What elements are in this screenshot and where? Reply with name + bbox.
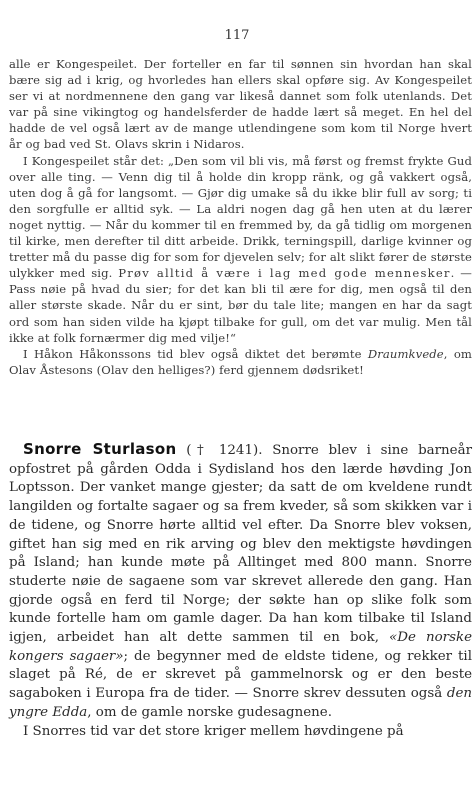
paragraph — [9, 56, 472, 153]
paragraph-text: I Kongespeilet står det: „Den som vil bli vis, må først og fremst frykte Gud over alle ting. — Venn dig til å holde din kropp ränk, og gå vakkert også, uten dog å gå for langsomt. — Gjør dig umake så du ikke blir full av sorg; ti den sorgfulle er alltid syk. — La aldri nogen dag gå hen uten at du lærer noget nyttig. — Når du kommer til en fremmed by, da gå tidlig om morgenen til kirke, men derefter til ditt arbeide. Drikk, terningspill, darlige kvinner og tretter må du passe dig for som for djevelen selv; for alt slikt fører de største ulykker med sig. — [9, 153, 472, 281]
heading-note: († 1241). — [176, 443, 273, 458]
paragraph-text: I Snorres tid var det store kriger mellem høvdingene på — [23, 723, 404, 739]
paragraph-text: alle er Kongespeilet. Der forteller en far til sønnen sin hvordan han skal bære sig ad i krig, og hvorledes han ellers skal opføre sig. Av Kongespeilet ser vi at nordmennene den gang var likeså dannet som folk utenlands. Det var på sine vikingtog og handelsferder de hadde lært så meget. En hel del hadde de vel også lært av de mange utlendingene som kom til Norge hvert år og bad ved St. Olavs skrin i Nidaros. — [9, 57, 472, 152]
italic-title: «De norske kongers sagaer» — [9, 630, 472, 664]
italic-title: Draumkvede — [367, 346, 444, 361]
paragraph-text: , om Olav Åstesons (Olav den helliges?) ferd gjennem dødsriket! — [9, 346, 472, 377]
paragraph-text: I Håkon Håkonssons tid blev også diktet det berømte — [23, 346, 368, 361]
section-snorre — [9, 440, 472, 741]
paragraph-text: Snorre blev i sine barneår opfostret på gården Odda i Sydisland hos den lærde høvding Jon Loptsson. Der vanket mange gjester; da satt de om kveldene rundt langilden og fortalte sagaer og sa frem kveder, så som skikken var i de tidene, og Snorre hørte alltid vel efter. Da Snorre blev voksen, giftet han sig med en rik arving og blev den mektigste høvdingen på Island; han kunde møte på Alltinget med 800 mann. Snorre studerte nøie de sagaene som var skrevet allerede den gang. Han gjorde også en ferd til Norge; der søkte han op slike folk som kunde fortelle ham om gamle dager. Da han kom tilbake til Island igjen, arbeidet han alt dette sammen til en bok, — [9, 443, 472, 646]
italic-title: den yngre Edda — [9, 686, 472, 720]
paragraph-text: , om de gamle norske gudesagnene. — [87, 704, 332, 720]
section-kongespeilet — [9, 56, 472, 378]
paragraph — [9, 440, 472, 723]
page-number: 117 — [224, 28, 250, 43]
spaced-emphasis: Prøv alltid å være i lag med gode mennesker — [118, 266, 451, 281]
section-heading: Snorre Sturlason — [23, 440, 177, 458]
paragraph-text: ; de begynner med de eldste tidene, og rekker til slaget på Ré, de er skrevet på gammelnorsk og er den beste sagaboken i Europa fra de tider. — Snorre skrev dessuten også — [9, 648, 472, 702]
paragraph-quote — [9, 153, 472, 346]
paragraph — [9, 346, 472, 378]
paragraph-text: . — Pass nøie på hvad du sier; for det kan bli til ære for dig, men også til den aller største skade. Når du er sint, bør du tale lite; mangen en har da sagt ord som han siden vilde ha kjøpt tilbake for gull, om det var mulig. Men tål ikke at folk fornærmer dig med vilje!“ — [9, 266, 473, 345]
paragraph — [9, 723, 472, 742]
